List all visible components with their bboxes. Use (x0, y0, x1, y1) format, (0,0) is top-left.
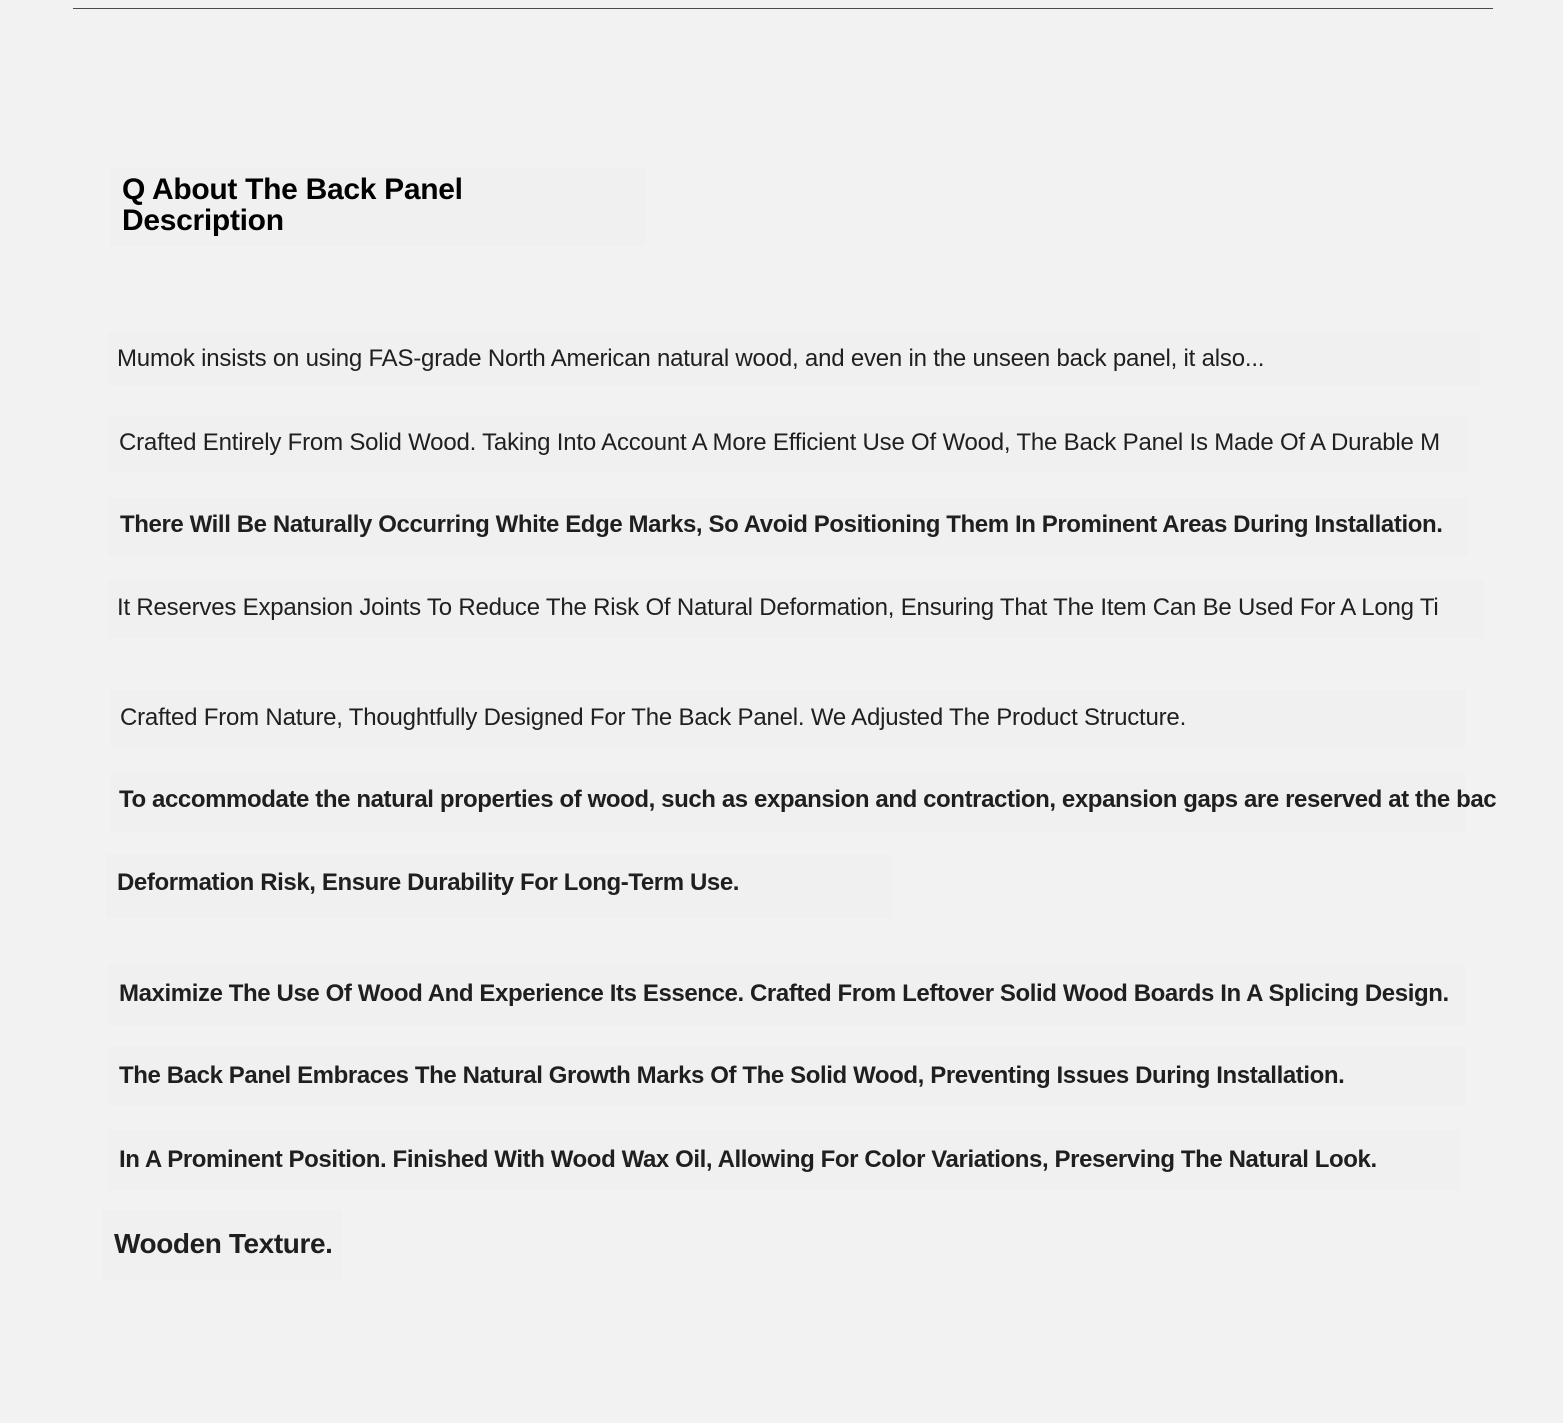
title-block (110, 168, 645, 246)
paragraph-block (108, 498, 1468, 556)
paragraph-block (108, 332, 1480, 386)
paragraph-block (108, 416, 1468, 472)
paragraph-block (110, 772, 1497, 832)
paragraph-text: The Back Panel Embraces The Natural Growth Marks Of The Solid Wood, Preventing Issues During Installation. (119, 1062, 1345, 1089)
paragraph-text: Crafted From Nature, Thoughtfully Designed For The Back Panel. We Adjusted The Product Structure. (120, 704, 1187, 731)
paragraph-text: In A Prominent Position. Finished With Wood Wax Oil, Allowing For Color Variations, Preserving The Natural Look. (119, 1146, 1377, 1173)
paragraph-block (108, 1046, 1466, 1106)
paragraph-text: Deformation Risk, Ensure Durability For Long-Term Use. (117, 869, 740, 896)
paragraph-block (108, 1130, 1460, 1190)
paragraph-block (106, 854, 892, 918)
paragraph-text: Mumok insists on using FAS-grade North American natural wood, and even in the unseen back panel, it also... (117, 345, 1265, 372)
paragraph-block (108, 580, 1484, 638)
top-divider (73, 8, 1493, 9)
paragraph-text: Maximize The Use Of Wood And Experience Its Essence. Crafted From Leftover Solid Wood Boards In A Splicing Design. (119, 980, 1449, 1007)
paragraph-text: To accommodate the natural properties of wood, such as expansion and contraction, expansion gaps are reserved at the bac (119, 786, 1497, 813)
paragraph-text: Wooden Texture. (114, 1228, 333, 1259)
paragraph-block (102, 1210, 342, 1280)
paragraph-text: It Reserves Expansion Joints To Reduce The Risk Of Natural Deformation, Ensuring That The Item Can Be Used For A Long Ti (117, 594, 1439, 621)
paragraph-text: Crafted Entirely From Solid Wood. Taking Into Account A More Efficient Use Of Wood, The Back Panel Is Made Of A Durable M (119, 429, 1440, 456)
paragraph-block (108, 964, 1466, 1026)
paragraph-text: There Will Be Naturally Occurring White Edge Marks, So Avoid Positioning Them In Prominent Areas During Installation. (120, 511, 1443, 538)
paragraph-block (110, 690, 1466, 748)
section-title: Q About The Back Panel Description (122, 173, 463, 237)
